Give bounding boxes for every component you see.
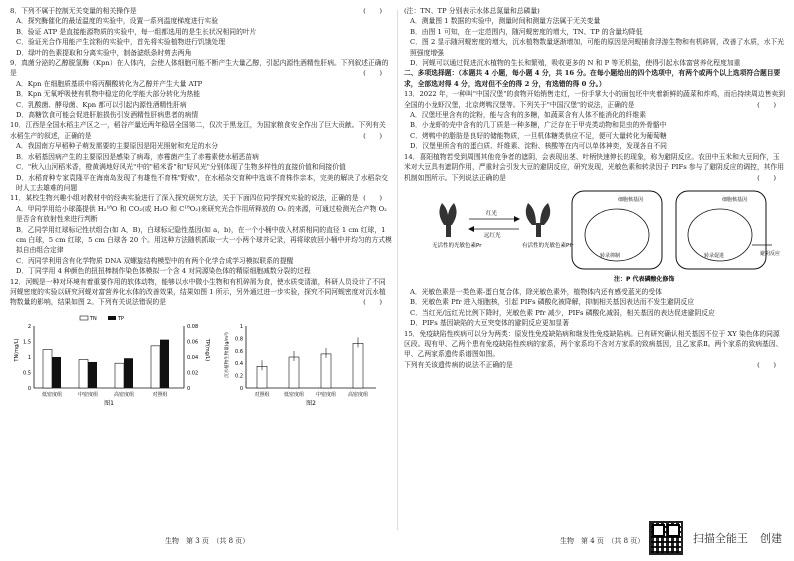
q11-answer-blank: ( ) [363, 194, 382, 203]
fig1-category-label: 中密度组 [77, 391, 99, 398]
fig1-y-left-tick: 1 [27, 354, 31, 361]
fig2-category-label: 高密度组 [347, 391, 369, 398]
q9-option-a: A．Kpn 在细胞质基质中将丙酮酸转化为乙醇并产生大量 ATP [16, 79, 203, 88]
q10-option-b: B．水稻基因病产生的主要原因是感染了病毒，赤霉菌产生了赤霉素使水稻恶苗病 [16, 152, 259, 161]
fig1-bar-tn [115, 363, 124, 388]
fig2-bar [353, 343, 363, 388]
q12-stem: 12．河蚬是一种对环境有着重要作用的软体动物，能够以水中微小生物和有机碎屑为食，使水质变清澈，科研人员设计了不同河蚬密度的实验以研究河蚬对富营养化水体的改善效果，结果如图 1 所示，另外通过进一步实验，探究不同河蚬密度对沉水植物数量的影响，结果如图 2。下列有关说法错误的是 [10, 277, 386, 307]
fig1-category-label: 高密度组 [113, 391, 135, 398]
q15-answer-blank: ( ) [757, 360, 776, 369]
fig2-category-label: 中密度组 [315, 391, 337, 398]
fig1-y-left-tick: 0.5 [23, 370, 31, 377]
brand-name: 扫描全能王 [693, 532, 748, 545]
fig2-y-tick: 0.6 [235, 348, 243, 355]
fig2-bar [321, 354, 331, 388]
fig1-bar-tp [160, 339, 169, 387]
q12-note: (注：TN、TP 分别表示水体总氮量和总磷量) [404, 7, 540, 15]
figure-1-chart [10, 310, 210, 410]
fig1-legend-tn: TN [90, 315, 97, 322]
q9-option-c: C．乳酸菌、酵母菌、Kpn 都可以引起内源性酒精性肝病 [16, 100, 187, 109]
question-14 [404, 152, 786, 183]
fig1-y-right-tick: 0.02 [187, 370, 199, 377]
q12-answer-blank: ( ) [363, 298, 382, 307]
question-15 [404, 329, 786, 360]
question-9 [10, 58, 392, 79]
figure-2-chart [220, 310, 390, 410]
fig2-category-label: 对照组 [254, 391, 270, 398]
fig1-y-right-tick: 0.06 [187, 339, 199, 346]
q10-stem: 10．江西是全国水稻主产区之一，稻谷产量近两年稳居全国第二，仅次于黑龙江，为国家粮食安全作出了巨大贡献。下列有关水稻生产的叙述，正确的是 [10, 121, 386, 140]
q14-stem: 14．喜阳植物若受到周围其他竞争者的遮阴，会表现出茎、叶柄快速伸长的现象，称为避阴反应。农田中玉米和大豆间作，玉米对大豆具有遮阴作用，严重时会引发大豆的避阴反应，研究发现，光敏色素和转录因子 PIFs 参与了避阴反应的调控，其作用机制如图所示。下列说法正确的是 [404, 152, 785, 182]
fig2-y-label: 沉水植物生物量(g/m²) [225, 331, 230, 378]
q8-option-a: A．探究酶催化的最适温度的实验中，设置一系列温度梯度进行实验 [16, 17, 219, 26]
q12-figures [10, 310, 392, 418]
q10-option-d: D．水稻育种专家袁隆平在海南岛发现了有雄性不育株"野败"，在水稻杂交育种中选该不育株作亲本，完美的解决了水稻杂交时人工去雄难的问题 [16, 173, 388, 192]
q10-option-c: C．"秋入山河稻米香，橙黄满地好风光"中的"稻米香"和"好风光"分别体现了生物多样性的直接价值和间接价值 [16, 163, 346, 172]
page-4-footer: 生物 第 4 页 （共 8 页） [560, 537, 645, 545]
fig2-caption: 图2 [306, 399, 316, 407]
q9-option-b: B．Kpn 无氧呼吸使有机物中稳定的化学能大部分转化为热能 [16, 90, 201, 99]
q13-option-a: A．汉堡坯里含有的淀粉，能与含有的多糖，如蔬菜含有人体不能消化的纤维素 [410, 111, 647, 120]
fig2-y-tick: 1 [239, 323, 243, 330]
q13-stem: 13．2022 年，一种叫"中国汉堡"的食物开始销售走红，一份手掌大小的面包坯中夹着新鲜的蔬菜和炸鸡，而后持续周边售卖到全国的小龙虾汉堡，北京烤鸭汉堡等。下列关于"中国汉堡"的说法，正确的是 [404, 90, 785, 109]
question-13 [404, 89, 786, 110]
q8-option-c: C．验证光合作用能产生淀粉的实验中，首先将实验植物进行饥饿处理 [16, 38, 226, 47]
section-2-title: 二、多项选择题： [404, 69, 459, 78]
scanner-watermark [649, 521, 782, 555]
cell-1-transcription-label: 转录抑制 [600, 252, 621, 259]
cell-2-nucleus-label: 细胞核基因 [722, 196, 748, 203]
page-divider [397, 10, 398, 530]
q14-option-c: C．当红光/远红光比例下降时，光敏色素 Pfr 减少，PIFs 磷酸化减弱，相关基因的表达促进避阴反应 [410, 308, 715, 317]
pfr-label: 有活性的光敏色素Pfr [522, 242, 574, 249]
q14-option-d: D．PIFs 基因缺陷的大豆突变体的避阴反应更加显著 [410, 319, 570, 328]
page-3-footer: 生物 第 3 页 （共 8 页） [165, 537, 250, 545]
q11-option-d: D．丁同学用 4 种颜色的扭扭棒制作染色体模拟一个含 4 对同源染色体的精原细胞减数分裂的过程 [16, 267, 311, 276]
q13-answer-blank: ( ) [757, 100, 776, 109]
q8-answer-blank: ( ) [363, 7, 382, 15]
q13-option-c: C．烤鸭中的脂肪是良好的储能物质，一旦机体糖类供应不足，便可大量转化为葡萄糖 [410, 131, 667, 140]
fig1-y-left-label: TN(mg/L) [14, 338, 20, 362]
q15-tail: 下列有关该遗传病的说法不正确的是 [404, 360, 513, 369]
q12-option-a: A．测量图 1 数据的实验中，测量时间和测量方法属于无关变量 [410, 17, 601, 26]
q10-option-a: A．我国南方早稻种子萌发需要的主要原因是阳光照射和充足的水分 [16, 142, 219, 151]
fig1-bar-tn [43, 349, 52, 387]
fig1-y-left-tick: 2 [27, 323, 31, 330]
fig2-y-tick: 0 [239, 385, 243, 392]
q9-option-d: D．高糖饮食可能会促进肝脏损伤引发酒精性肝病患者的病情 [16, 111, 199, 120]
fig1-y-right-tick: 0 [187, 385, 191, 392]
brand-action: 创建 [760, 532, 782, 545]
fig1-y-right-tick: 0.08 [187, 323, 199, 330]
q11-option-c: C．丙同学利用含有化学物质 DNA 双螺旋结构模型中的有两个化学合成学习模拟联系的提醒 [16, 256, 294, 265]
fig1-legend-tn-swatch [80, 316, 88, 320]
q9-stem: 9．真菌分泌的乙醇脱氢酶（Kpn）在人体内，会使人体细胞可能不断产生大量乙醇，引起内源性酒精性肝病。下列叙述正确的是 [10, 59, 389, 78]
red-light-label: 红光 [486, 210, 498, 217]
result-label: 避阴反应 [760, 250, 781, 257]
fig1-y-left-tick: 0 [27, 385, 31, 392]
far-red-arrowhead [468, 226, 474, 232]
cell-2-promote-label: 转录促进 [704, 252, 725, 259]
question-15-tail [404, 360, 786, 370]
q8-option-d: D．绿叶的色素提取和分离实验中，制备滤纸条时剪去两角 [16, 48, 192, 57]
fig1-bar-tn [79, 359, 88, 388]
fig1-legend-tp-swatch [108, 316, 116, 320]
q11-option-b: B．乙同学用红球标记性状组合(如 A，B)，白球标记隐性基因(如 a，b)，在一个小桶中放入材质相同的直径 1 cm 红球，1 cm 白球，5 cm 红球，5 cm 白球各 20 个。用这种方法随机抓取一大一小两个球并记录，再将球放回小桶中并均匀的方式模拟自由组合定律 [16, 225, 392, 255]
q12-option-d: D．河蚬可以通过促进沉水植物的生长和繁殖，吸收更多的 N 和 P 等无机盐，使得引起水体富营养化程度加重 [410, 59, 741, 68]
fig2-y-tick: 0.8 [235, 336, 243, 343]
fig2-y-tick: 0.2 [235, 373, 243, 380]
fig1-y-right-tick: 0.04 [187, 354, 199, 361]
q10-answer-blank: ( ) [363, 131, 382, 140]
q13-option-b: B．小龙虾的壳中含有的几丁质是一种多糖，广泛存在于甲壳类动物和昆虫的外骨骼中 [410, 121, 667, 130]
q12-option-b: B．由图 1 可知，在一定范围内，随河蚬密度的增大，TN、TP 的含量均降低 [410, 27, 643, 36]
section-2-desc: （本题共 4 小题，每小题 4 分，共 16 分。在每小题给出的四个选项中，有两个或两个以上选项符合题目要求，全部选对得 4 分，选对但不全的得 2 分，有选错的得 0 分。） [404, 69, 781, 88]
fig2-category-label: 低密度组 [283, 391, 305, 398]
fig1-legend-tp: TP [118, 315, 125, 322]
q15-stem: 15．免疫缺陷性疾病可以分为两类：原发性免疫缺陷病和继发性免疫缺陷病。已有研究确认相关基因不位于 XY 染色体的同源区段。现有甲、乙两个患有免疫缺陷性疾病的家系，两个家系均不含对方家系的致病基因，且乙家系Ⅱ。两个家系的致病基因、甲、乙两家系遗传系谱图如图。 [404, 329, 783, 359]
question-8 [10, 6, 392, 16]
fig1-category-label: 对照组 [152, 391, 168, 398]
fig1-caption: 图1 [104, 399, 114, 407]
question-10 [10, 120, 392, 141]
fig2-y-tick: 0.4 [235, 360, 243, 367]
q14-answer-blank: ( ) [757, 173, 776, 182]
fig1-y-right-label: TP(mg/L) [204, 338, 210, 362]
fig1-category-label: 低密度组 [41, 391, 63, 398]
question-12 [10, 277, 392, 308]
q12-option-c: C．图 2 显示随河蚬密度的增大，沉水植物数量逐渐增加，可能的原因是河蚬捕食浮游生物和有机碎屑，改善了水质，水下光照强度增强 [410, 38, 785, 57]
q14-option-a: A．光敏色素是一类色素-蛋白复合体，除光敏色素外，植物体内还有感受蓝光的受体 [410, 287, 662, 296]
pathway-svg [404, 185, 784, 285]
pr-label: 无活性的光敏色素Pr [432, 242, 482, 249]
question-11 [10, 193, 392, 203]
q8-stem: 8．下列不属于控制无关变量的相关操作是 [10, 7, 137, 15]
fig1-bar-tp [88, 362, 97, 388]
fig1-bar-tn [151, 346, 160, 388]
red-light-arrowhead [514, 216, 520, 222]
cell-1-nucleus-label: 细胞核基因 [618, 196, 644, 203]
q9-answer-blank: ( ) [363, 69, 382, 78]
qr-code-icon [649, 521, 683, 555]
q11-stem: 11．某校生物兴趣小组对教材中的经典实验进行了深入探究研究方法，关于下面四位同学探究实验的说法，正确的是 [10, 194, 359, 203]
right-page [404, 6, 786, 370]
q13-option-d: D．汉堡里所含有的蛋白质、纤维素、淀粉、核酸等在内可以单体神奕，发现各自不同 [410, 142, 667, 151]
pr-molecule-icon [439, 203, 456, 237]
left-page [10, 6, 392, 418]
fig1-bar-tp [124, 358, 133, 388]
section-2-heading [404, 68, 786, 89]
diagram-note: 注：P 代表磷酸化修饰 [614, 275, 675, 283]
q8-option-b: B．验证 ATP 是直接能源物质的实验中，每一组都选用的是生长状况相同的叶片 [16, 27, 257, 36]
q11-option-a: A．甲同学用给小球藻提供 H₂¹⁸O 和 CO₂(或 H₂O 和 C¹⁸O₂)来研究光合作用所释放的 O₂ 的来源，可通过检测光合产物 O₂ 是否含有放射性来进行判断 [16, 204, 387, 224]
q14-option-b: B．光敏色素 Pfr 进入细胞核，引起 PIFs 磷酸化被降解，抑制相关基因表达而不发生避阴反应 [410, 298, 695, 307]
fig1-y-left-tick: 1.5 [23, 339, 31, 346]
shade-avoidance-diagram [404, 185, 786, 287]
pfr-molecule-icon [526, 203, 551, 237]
far-red-label: 远红光 [484, 232, 501, 239]
fig2-bar [289, 357, 299, 388]
fig1-bar-tp [52, 357, 61, 388]
